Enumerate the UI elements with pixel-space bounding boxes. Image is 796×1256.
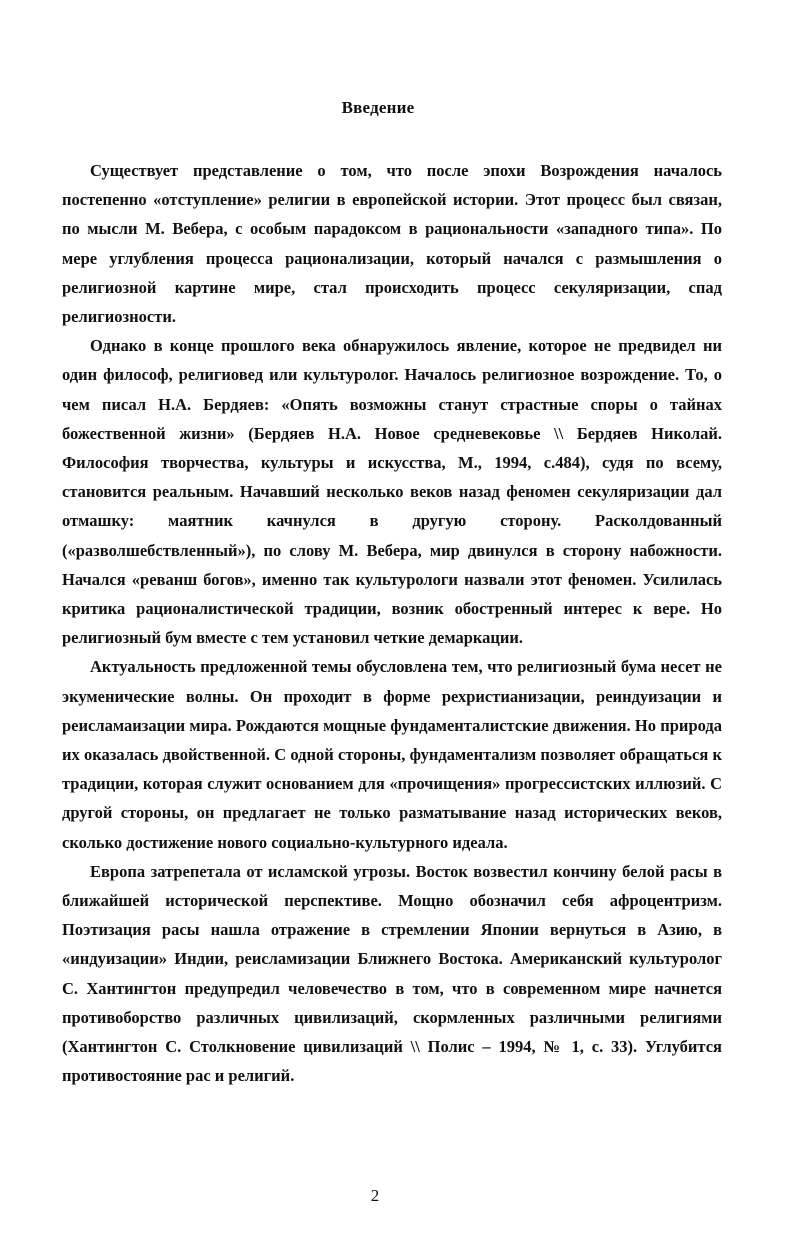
paragraph-1: Существует представление о том, что после эпохи Возрождения началось постепенно «отступление» религии в европейской истории. Этот процесс был связан, по мысли М. Вебера, с особым парадоксом в рациональности «западного типа». По мере углубления процесса рационализации, который начался с размышления о религиозной картине мире, стал происходить процесс секуляризации, спад религиозности.	[62, 161, 722, 327]
paragraph-3: Актуальность предложенной темы обусловлена тем, что религиозный бума несет не экуменические волны. Он проходит в форме рехристианизации, реиндуизации и реисламаизации мира. Рождаются мощные фундаменталистские движения. Но природа их оказалась двойственной. С одной стороны, фундаментализм позволяет обращаться к традиции, которая служит основанием для «прочищения» прогрессистских иллюзий. С другой стороны, он предлагает не только разматывание назад исторических веков, сколько достижение нового социально-культурного идеала.	[62, 657, 722, 852]
paragraph-4: Европа затрепетала от исламской угрозы. Восток возвестил кончину белой расы в ближайшей исторической перспективе. Мощно обозначил себя афроцентризм. Поэтизация расы нашла отражение в стремлении Японии вернуться в Азию, в «индуизации» Индии, реисламизации Ближнего Востока. Американский культуролог С. Хантингтон предупредил человечество в том, что в современном мире начнется противоборство различных цивилизаций, скормленных различными религиями (Хантингтон С. Столкновение цивилизаций \\ Полис – 1994, № 1, с. 33). Углубится противостояние рас и религий.	[62, 861, 722, 1086]
page-title: Введение	[341, 98, 415, 117]
body-text	[62, 156, 722, 1091]
paragraph-2: Однако в конце прошлого века обнаружилось явление, которое не предвидел ни один философ, религиовед или культуролог. Началось религиозное возрождение. То, о чем писал Н.А. Бердяев: «Опять возможны станут страстные споры о тайнах божественной жизни» (Бердяев Н.А. Новое средневековье \\ Бердяев Николай. Философия творчества, культуры и искусства, М., 1994, с.484), судя по всему, становится реальным. Начавший несколько веков назад феномен секуляризации дал отмашку: маятник качнулся в другую сторону. Расколдованный («разволшебствленный»), по слову М. Вебера, мир двинулся в сторону набожности. Начался «реванш богов», именно так культурологи назвали этот феномен. Усилилась критика рационалистической традиции, возник обостренный интерес к вере. Но религиозный бум вместе с тем установил четкие демаркации.	[62, 336, 722, 648]
page-number: 2	[370, 1186, 380, 1205]
